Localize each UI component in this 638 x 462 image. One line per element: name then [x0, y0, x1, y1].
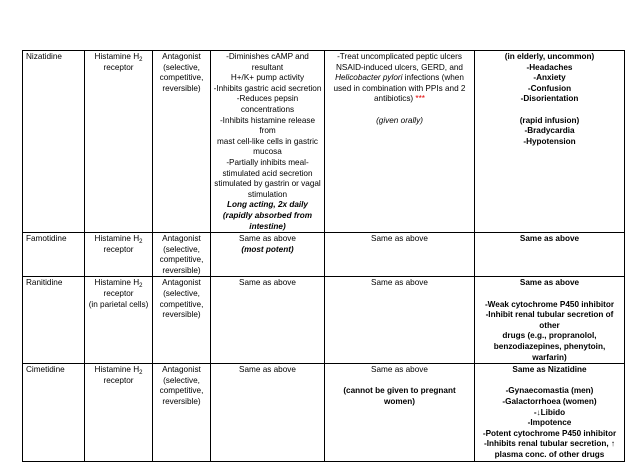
action-text: reversible): [162, 265, 201, 275]
receptor-text: receptor: [103, 375, 134, 385]
mechanism-cell: [211, 51, 325, 233]
h2-antagonist-table: [22, 50, 625, 462]
action-text: competitive,: [159, 73, 204, 83]
effects-text: benzodiazepines, phenytoin, warfarin): [493, 342, 606, 362]
action-text: competitive,: [159, 299, 204, 309]
effects-text: (in elderly, uncommon): [504, 52, 595, 61]
mechanism-text: Same as above: [239, 234, 296, 244]
mechanism-note: (rapidly absorbed from: [222, 210, 313, 220]
action-text: Antagonist: [162, 52, 201, 61]
uses-text: Same as above: [371, 234, 428, 244]
effects-text: -Gynaecomastia (men): [505, 386, 594, 396]
receptor-cell: [85, 277, 153, 364]
mechanism-cell: [211, 364, 325, 461]
drug-name: Cimetidine: [26, 365, 65, 375]
effects-cell: [475, 364, 625, 461]
action-cell: [153, 233, 211, 277]
receptor-text: receptor: [103, 289, 134, 299]
receptor-cell: [85, 364, 153, 461]
action-text: (selective,: [163, 289, 200, 299]
receptor-text: (in parietal cells): [88, 299, 149, 309]
uses-text: Same as above: [371, 365, 428, 375]
receptor-subscript: 2: [139, 370, 143, 377]
effects-text: -Disorientation: [520, 94, 579, 104]
receptor-text: receptor: [103, 62, 134, 72]
effects-text: Same as above: [519, 234, 580, 244]
mechanism-note: Long acting, 2x daily: [227, 200, 308, 210]
uses-text: NSAID-induced ulcers, GERD, and: [336, 62, 463, 72]
mechanism-text: Same as above: [239, 278, 296, 288]
effects-text: -Galactorrhoea (women): [502, 397, 597, 406]
mechanism-text: stimulation: [247, 189, 288, 199]
action-text: (selective,: [163, 62, 200, 72]
effects-text: Same as Nizatidine: [512, 365, 587, 375]
effects-text: plasma conc. of other drugs: [494, 449, 605, 459]
effects-text: Same as above: [519, 278, 580, 288]
uses-text: antibiotics): [374, 94, 416, 104]
mechanism-text: H+/K+ pump activity: [230, 73, 305, 83]
table-row: [23, 277, 625, 364]
drug-name-cell: [23, 364, 85, 461]
uses-text-italic: Helicobacter pylori: [335, 73, 403, 83]
uses-text: infections (when: [402, 73, 464, 83]
action-cell: [153, 364, 211, 461]
effects-cell: [475, 233, 625, 277]
table-row: [23, 51, 625, 233]
mechanism-text: -Inhibits histamine release from: [219, 115, 316, 136]
effects-text: -Confusion: [527, 83, 572, 93]
effects-text: -Bradycardia: [524, 126, 575, 136]
effects-text: -Inhibit renal tubular secretion of other: [485, 310, 614, 330]
action-text: Antagonist: [162, 234, 201, 244]
receptor-subscript: 2: [139, 239, 143, 246]
receptor-subscript: 2: [139, 283, 143, 290]
table-row: [23, 233, 625, 277]
action-text: competitive,: [159, 386, 204, 396]
action-text: reversible): [162, 397, 201, 406]
receptor-text: Histamine H: [94, 278, 140, 288]
route-note: (given orally): [376, 115, 423, 125]
receptor-text: Histamine H: [94, 234, 140, 244]
effects-text: -Weak cytochrome P450 inhibitor: [484, 299, 615, 309]
drug-name-cell: [23, 277, 85, 364]
mechanism-note: intestine): [249, 221, 286, 231]
footnote-stars: ***: [415, 94, 425, 104]
effects-cell: [475, 277, 625, 364]
drug-name-cell: [23, 51, 85, 233]
action-text: Antagonist: [162, 278, 201, 288]
pregnancy-warning: (cannot be given to pregnant women): [343, 386, 456, 406]
effects-text: -Inhibits renal tubular secretion, ↑: [483, 439, 616, 449]
uses-text: Same as above: [371, 278, 428, 288]
action-text: (selective,: [163, 375, 200, 385]
effects-cell: [475, 51, 625, 233]
effects-text: -Potent cytochrome P450 inhibitor: [482, 428, 617, 438]
receptor-subscript: 2: [139, 57, 143, 63]
action-text: Antagonist: [162, 365, 201, 375]
mechanism-text: -Diminishes cAMP and resultant: [226, 52, 309, 72]
effects-text: -Headaches: [526, 62, 573, 72]
mechanism-cell: [211, 277, 325, 364]
effects-text: -Impotence: [527, 418, 572, 428]
receptor-text: receptor: [103, 244, 134, 254]
mechanism-text: stimulated by gastrin or vagal: [214, 179, 321, 189]
uses-cell: [325, 277, 475, 364]
drug-name: Famotidine: [26, 234, 67, 244]
uses-cell: [325, 233, 475, 277]
drug-name: Nizatidine: [26, 52, 62, 61]
receptor-text: Histamine H: [94, 365, 140, 375]
effects-text: -Anxiety: [533, 73, 566, 83]
mechanism-text: -Partially inhibits meal-: [226, 157, 309, 167]
action-text: reversible): [162, 310, 201, 320]
uses-cell: [325, 51, 475, 233]
action-cell: [153, 277, 211, 364]
drug-name: Ranitidine: [26, 278, 63, 288]
mechanism-text: -Inhibits gastric acid secretion: [213, 83, 322, 93]
action-text: (selective,: [163, 244, 200, 254]
uses-text: -Treat uncomplicated peptic ulcers: [337, 52, 462, 61]
drug-name-cell: [23, 233, 85, 277]
uses-text: used in combination with PPIs and 2: [333, 83, 466, 93]
mechanism-text: -Reduces pepsin concentrations: [236, 94, 299, 114]
action-text: competitive,: [159, 255, 204, 265]
effects-text: -Hypotension: [523, 136, 576, 146]
receptor-text: Histamine H: [94, 52, 140, 61]
action-cell: [153, 51, 211, 233]
mechanism-text: stimulated acid secretion: [222, 168, 313, 178]
table-row: [23, 364, 625, 461]
mechanism-text: Same as above: [239, 365, 296, 375]
mechanism-text: mucosa: [253, 147, 282, 157]
receptor-cell: [85, 233, 153, 277]
action-text: reversible): [162, 83, 201, 93]
receptor-cell: [85, 51, 153, 233]
mechanism-text: mast cell-like cells in gastric: [216, 136, 318, 146]
drug-table-document: [22, 50, 625, 462]
effects-text: (rapid infusion): [519, 115, 580, 125]
effects-text: drugs (e.g., propranolol,: [502, 331, 597, 341]
effects-text: -↓Libido: [533, 407, 566, 417]
uses-cell: [325, 364, 475, 461]
mechanism-note: (most potent): [241, 244, 294, 254]
mechanism-cell: [211, 233, 325, 277]
